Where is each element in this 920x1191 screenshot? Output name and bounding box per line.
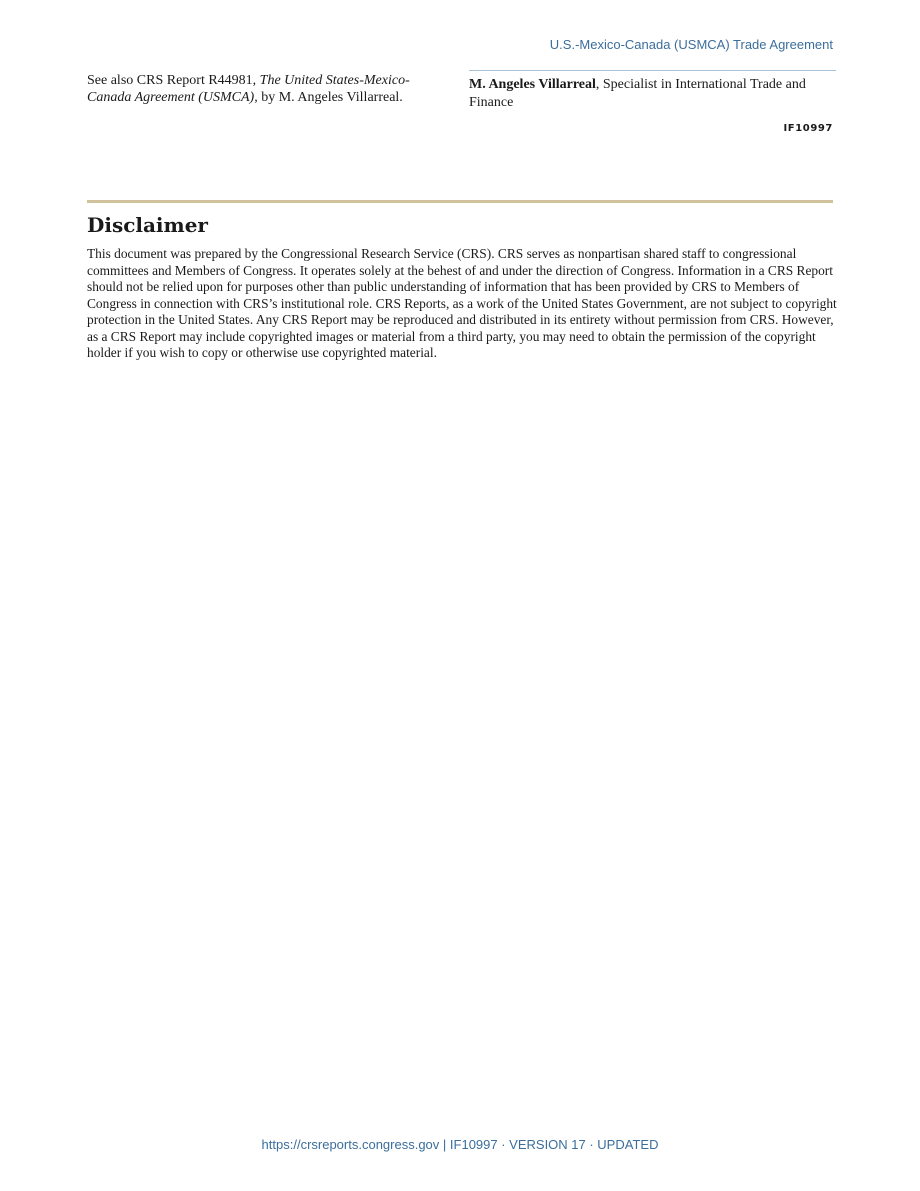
disclaimer-heading: Disclaimer — [87, 213, 208, 237]
page-footer — [0, 1137, 920, 1152]
footer-report-version: IF10997 · VERSION 17 · UPDATED — [449, 1137, 659, 1152]
report-code: IF10997 — [783, 123, 833, 134]
author-role: , Specialist in International Trade and Finance — [469, 77, 806, 110]
disclaimer-body: This document was prepared by the Congressional Research Service (CRS). CRS serves as nonpartisan shared staff to congressional committees and Members of Congress. It operates solely at the behest of and under the direction of Congress. Information in a CRS Report should not be relied upon for purposes other than public understanding of information that has been provided by CRS to Members of Congress in connection with CRS’s institutional role. CRS Reports, as a work of the United States Government, are not subject to copyright protection in the United States. Any CRS Report may be reproduced and distributed in its entirety without permission from CRS. However, as a CRS Report may include copyrighted images or material from a third party, you may need to obtain the permission of the copyright holder if you wish to copy or otherwise use copyrighted material. — [87, 246, 837, 360]
see-also-prefix: See also CRS Report R44981, — [87, 73, 260, 88]
see-also-report-title: The United States-Mexico-Canada Agreement (USMCA) — [87, 73, 410, 105]
see-also-suffix: , by M. Angeles Villarreal. — [254, 90, 403, 105]
section-divider — [87, 200, 833, 203]
footer-separator: | — [439, 1137, 450, 1152]
see-also-note — [87, 72, 452, 106]
running-header-title: U.S.-Mexico-Canada (USMCA) Trade Agreement — [549, 37, 833, 52]
footer-url[interactable]: https://crsreports.congress.gov — [261, 1137, 440, 1152]
author-info — [469, 70, 836, 112]
author-name: M. Angeles Villarreal — [469, 77, 596, 92]
